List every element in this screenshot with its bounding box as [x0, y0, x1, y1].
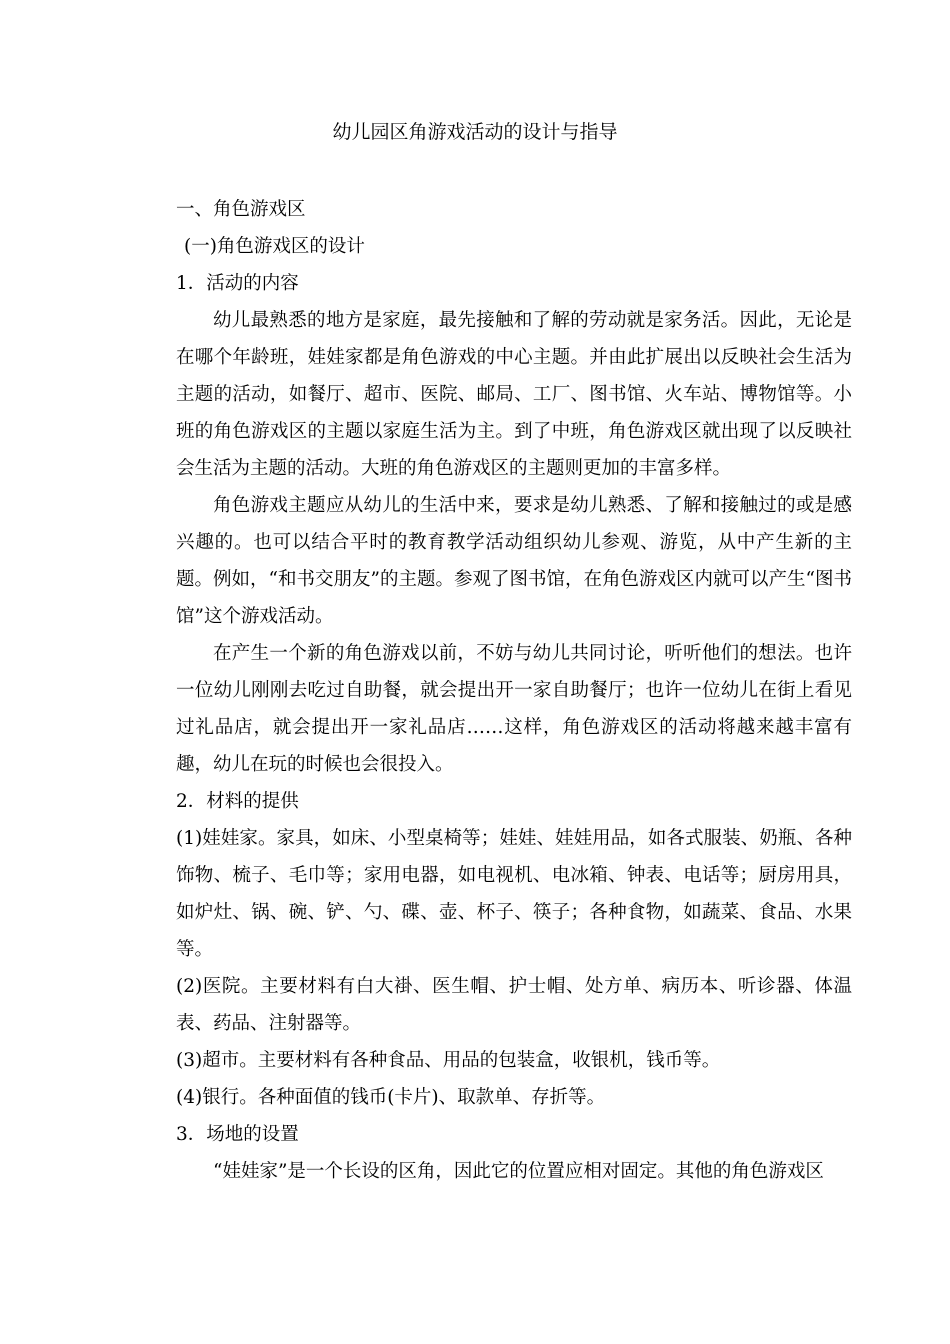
numbered-heading: 3．场地的设置: [176, 1124, 299, 1145]
section-heading: 一、角色游戏区: [176, 199, 306, 220]
body-paragraph: “娃娃家”是一个长设的区角，因此它的位置应相对固定。其他的角色游戏区: [213, 1161, 824, 1182]
list-item: (4)银行。各种面值的钱币(卡片)、取款单、存折等。: [176, 1087, 606, 1108]
numbered-heading: 2．材料的提供: [176, 791, 299, 812]
list-item: (1)娃娃家。家具，如床、小型桌椅等；娃娃、娃娃用品，如各式服装、奶瓶、各种饰物、梳子、毛巾等；家用电器，如电视机、电冰箱、钟表、电话等；厨房用具，如炉灶、锅、碗、铲、勺、碟、壶、杯子、筷子；各种食物，如蔬菜、食品、水果等。: [176, 828, 852, 960]
subsection-heading: (一)角色游戏区的设计: [184, 236, 365, 257]
document-title: 幼儿园区角游戏活动的设计与指导: [332, 121, 618, 143]
list-item: (2)医院。主要材料有白大褂、医生帽、护士帽、处方单、病历本、听诊器、体温表、药品、注射器等。: [176, 976, 852, 1034]
numbered-heading: 1．活动的内容: [176, 273, 299, 294]
body-paragraph: 幼儿最熟悉的地方是家庭，最先接触和了解的劳动就是家务活。因此，无论是在哪个年龄班，娃娃家都是角色游戏的中心主题。并由此扩展出以反映社会生活为主题的活动，如餐厅、超市、医院、邮局、工厂、图书馆、火车站、博物馆等。小班的角色游戏区的主题以家庭生活为主。到了中班，角色游戏区就出现了以反映社会生活为主题的活动。大班的角色游戏区的主题则更加的丰富多样。: [176, 310, 852, 479]
document-body: [176, 191, 852, 1190]
body-paragraph: 在产生一个新的角色游戏以前，不妨与幼儿共同讨论，听听他们的想法。也许一位幼儿刚刚去吃过自助餐，就会提出开一家自助餐厅；也许一位幼儿在街上看见过礼品店，就会提出开一家礼品店……这样，角色游戏区的活动将越来越丰富有趣，幼儿在玩的时候也会很投入。: [176, 643, 852, 775]
body-paragraph: 角色游戏主题应从幼儿的生活中来，要求是幼儿熟悉、了解和接触过的或是感兴趣的。也可以结合平时的教育教学活动组织幼儿参观、游览，从中产生新的主题。例如，“和书交朋友”的主题。参观了图书馆，在角色游戏区内就可以产生“图书馆”这个游戏活动。: [176, 495, 852, 627]
list-item: (3)超市。主要材料有各种食品、用品的包装盒，收银机，钱币等。: [176, 1050, 721, 1071]
